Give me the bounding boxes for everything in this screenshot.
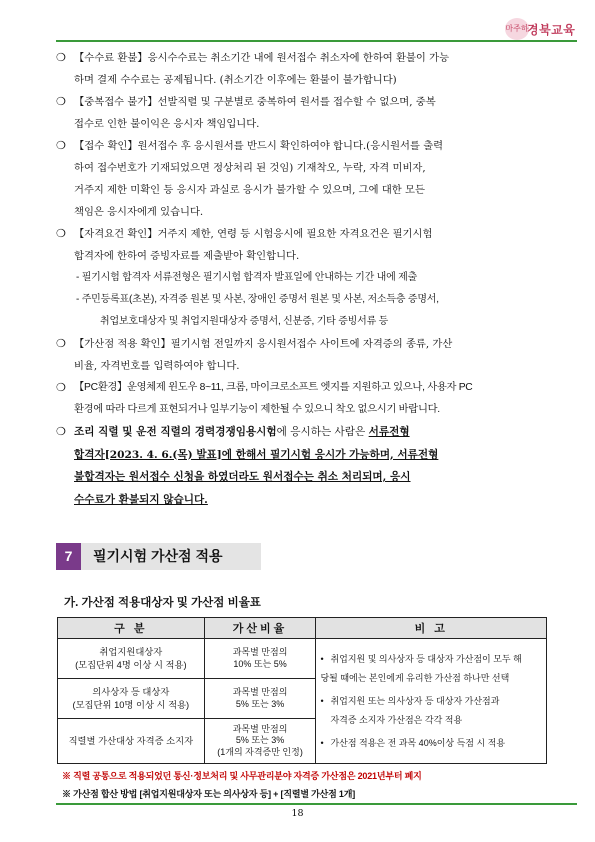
ratio-line: 과목별 만점의 [232, 723, 288, 734]
remark-item [320, 734, 540, 753]
note-sub-item: 취업보호대상자 및 취업지원대상자 증명서, 신분증, 기타 증빙서류 등 [100, 316, 389, 327]
note-application-check [56, 135, 546, 223]
circle-bullet-icon: ❍ [56, 381, 66, 394]
note-line: 【PC환경】운영체제 윈도우 8~11, 크롬, 마이크로소프트 엣지를 지원하고 있으나, 사용자 PC [74, 382, 473, 393]
column-header: 구 분 [58, 618, 205, 639]
highlight-text: 조리 직렬 및 운전 직렬의 경력경쟁임용시험 [74, 426, 277, 438]
note-line [74, 421, 546, 444]
category-cell [58, 679, 205, 719]
note-pc-environment [56, 377, 546, 421]
ratio-cell [204, 719, 316, 764]
remark-line: • 취업지원 또는 의사상자 등 대상자 가산점과 [330, 695, 500, 706]
circle-bullet-icon: ❍ [56, 51, 66, 64]
category-name: 취업지원대상자 [99, 646, 163, 657]
note-line: 하며 결제 수수료는 공제됩니다. (취소기간 이후에는 환불이 불가합니다) [74, 74, 397, 86]
remark-line: 당될 때에는 본인에게 유리한 가산점 하나만 선택 [320, 672, 510, 683]
column-header: 가산비율 [204, 618, 316, 639]
ratio-line: (1개의 자격증만 인정) [217, 746, 303, 757]
circle-bullet-icon: ❍ [56, 139, 66, 152]
ratio-line: 5% 또는 3% [235, 735, 285, 746]
note-eligibility-check [56, 223, 546, 333]
note-line: 【가산점 적용 확인】필기시험 전일까지 응시원서접수 사이트에 자격증의 종류, 가산 [74, 338, 453, 350]
bonus-points-table [57, 617, 547, 764]
footer-rule [56, 803, 577, 805]
category-cell [58, 719, 205, 764]
column-header: 비 고 [316, 618, 547, 639]
table-header-row [58, 618, 547, 639]
note-line: 거주지 제한 미확인 등 응시자 과실로 응시가 불가할 수 있으며, 그에 대한 모든 [74, 184, 425, 196]
notice-list [56, 47, 546, 511]
remark-line: 자격증 소지자 가산점은 각각 적용 [330, 714, 463, 725]
ratio-cell [204, 639, 316, 679]
ratio-line: 10% 또는 5% [233, 658, 287, 669]
ratio-cell [204, 679, 316, 719]
category-name: 직렬별 가산대상 자격증 소지자 [68, 735, 194, 746]
ratio-line: 과목별 만점의 [232, 687, 288, 697]
footnote-abolished-certificates: ※ 직렬 공통으로 적용되었던 통신·정보처리 및 사무관리분야 자격증 가산점은 2021년부터 폐지 [62, 771, 422, 781]
category-condition: (모집단위 10명 이상 시 적용) [72, 699, 190, 710]
ratio-line: 5% 또는 3% [235, 698, 285, 709]
remark-line: • 가산점 적용은 전 과목 40%이상 득점 시 적용 [330, 737, 506, 748]
note-line: 환경에 따라 다르게 표현되거나 일부기능이 제한될 수 있으니 착오 없으시기 바랍니다. [74, 404, 440, 415]
remark-line: • 취업지원 및 의사상자 등 대상자 가산점이 모두 해 [330, 653, 522, 664]
note-line: 【자격요건 확인】거주지 제한, 연령 등 시험응시에 필요한 자격요건은 필기시험 [74, 228, 433, 240]
note-duplicate-application [56, 91, 546, 135]
circle-bullet-icon: ❍ [56, 337, 66, 350]
page-number: 18 [291, 808, 304, 819]
note-line: 수수료가 환불되지 않습니다. [74, 493, 208, 506]
note-line: 하여 접수번호가 기재되었으면 정상처리 된 것임) 기재착오, 누락, 자격 미비자, [74, 162, 426, 174]
remark-item [320, 650, 540, 688]
category-condition: (모집단위 4명 이상 시 적용) [75, 659, 187, 670]
note-sub-item: - 주민등록표(초본), 자격증 원본 및 사본, 장애인 증명서 원본 및 사본, 저소득층 증명서, [76, 294, 439, 305]
note-line: 접수로 인한 불이익은 응시자 책임입니다. [74, 118, 260, 130]
remark-item [320, 692, 540, 730]
table-row [58, 639, 547, 679]
highlight-text: 서류전형 [368, 426, 410, 438]
footnote-bonus-calculation: ※ 가산점 합산 방법 [취업지원대상자 또는 의사상자 등] + [직렬별 가산점 1개] [62, 789, 355, 799]
note-fee-refund [56, 47, 546, 91]
note-line: 【접수 확인】원서접수 후 응시원서를 반드시 확인하여야 합니다.(응시원서를 출력 [74, 140, 444, 152]
subsection-title: 가. 가산점 적용대상자 및 가산점 비율표 [64, 597, 261, 609]
circle-bullet-icon: ❍ [56, 227, 66, 240]
note-line: 책임은 응시자에게 있습니다. [74, 206, 204, 218]
note-line: 【중복접수 불가】선발직렬 및 구분별로 중복하여 원서를 접수할 수 없으며, 중복 [74, 96, 436, 108]
section-heading [56, 543, 261, 570]
section-title: 필기시험 가산점 적용 [81, 543, 261, 570]
note-line: 합격자[2023. 4. 6.(목) 발표]에 한해서 필기시험 응시가 가능하며, 서류전형 [74, 448, 439, 461]
logo-name: 경북교육 [527, 23, 576, 37]
circle-bullet-icon: ❍ [56, 95, 66, 108]
header-rule [56, 40, 577, 42]
note-line: 비율, 자격번호를 입력하여야 합니다. [74, 360, 240, 372]
plain-text: 에 응시하는 사람은 [276, 426, 369, 438]
note-line: 【수수료 환불】응시수수료는 취소기간 내에 원서접수 취소자에 한하여 환불이 가능 [74, 52, 450, 64]
note-line: 불합격자는 원서접수 신청을 하였더라도 원서접수는 취소 처리되며, 응시 [74, 471, 411, 483]
section-number: 7 [56, 543, 81, 570]
category-name: 의사상자 등 대상자 [92, 686, 170, 697]
ratio-line: 과목별 만점의 [232, 647, 288, 657]
remarks-cell [316, 639, 547, 764]
note-sub-item: - 필기시험 합격자 서류전형은 필기시험 합격자 발표일에 안내하는 기간 내에 제출 [76, 272, 418, 283]
circle-bullet-icon: ❍ [56, 425, 66, 438]
category-cell [58, 639, 205, 679]
note-bonus-points-check [56, 333, 546, 377]
logo-mark: 마주하 [505, 18, 529, 40]
gyeongbuk-education-logo [505, 16, 577, 42]
note-line: 합격자에 한하여 증빙자료를 제출받아 확인합니다. [74, 250, 300, 262]
note-cook-driver-screening [56, 421, 546, 511]
